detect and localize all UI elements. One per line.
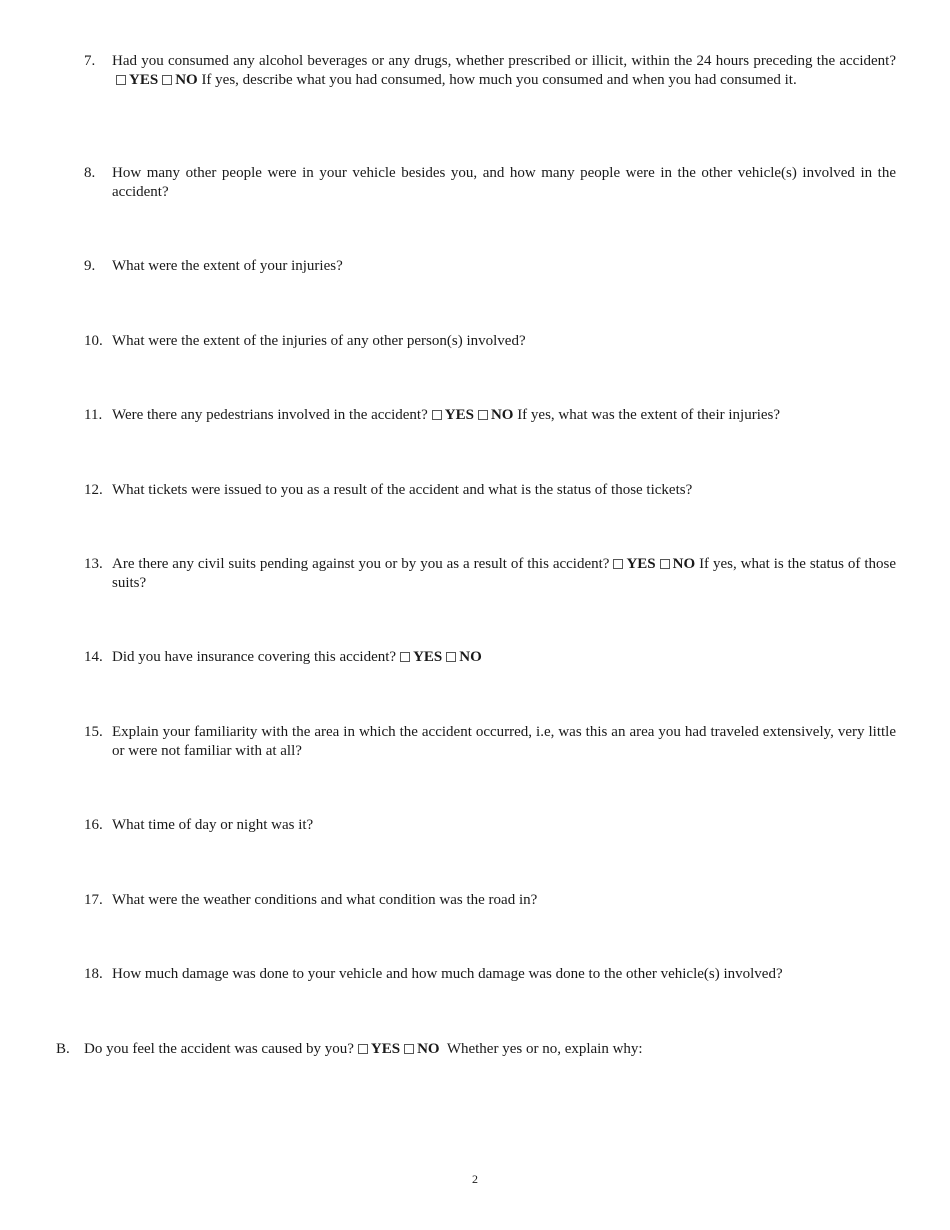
question-17	[84, 891, 896, 910]
section-letter: B.	[56, 1041, 70, 1057]
question-text: What were the extent of the injuries of any other person(s) involved?	[112, 333, 526, 349]
question-text: Explain your familiarity with the area in which the accident occurred, i.e, was this an area you had traveled extensively, very little or were not familiar with at all?	[112, 724, 896, 759]
question-text: What were the extent of your injuries?	[112, 258, 343, 274]
question-16	[84, 816, 896, 835]
question-10	[84, 332, 896, 351]
no-label: NO	[417, 1041, 440, 1057]
question-12	[84, 481, 896, 500]
question-13	[84, 555, 896, 593]
no-label: NO	[490, 407, 514, 423]
no-checkbox[interactable]	[162, 75, 172, 85]
question-18	[84, 965, 896, 984]
question-11	[84, 406, 896, 425]
yes-label: YES	[413, 649, 443, 665]
question-15	[84, 723, 896, 761]
question-number: 8.	[84, 165, 96, 181]
question-8	[84, 164, 896, 202]
yes-label: YES	[444, 407, 474, 423]
yes-label: YES	[129, 72, 159, 88]
question-text: What time of day or night was it?	[112, 817, 314, 833]
question-number: 7.	[84, 53, 96, 69]
yes-label: YES	[626, 556, 656, 572]
yes-checkbox[interactable]	[613, 559, 623, 569]
no-label: NO	[459, 649, 482, 665]
question-text: Did you have insurance covering this accident? YES NO	[112, 649, 482, 665]
yes-checkbox[interactable]	[400, 652, 410, 662]
section-b-text: Do you feel the accident was caused by you? YES NO Whether yes or no, explain why:	[84, 1041, 643, 1057]
question-number: 17.	[84, 892, 103, 908]
no-label: NO	[672, 556, 696, 572]
question-number: 13.	[84, 556, 103, 572]
question-number: 10.	[84, 333, 103, 349]
question-number: 12.	[84, 482, 103, 498]
page-number: 2	[472, 1172, 478, 1186]
question-number: 9.	[84, 258, 96, 274]
section-b	[56, 1040, 896, 1059]
yes-checkbox[interactable]	[358, 1044, 368, 1054]
no-checkbox[interactable]	[404, 1044, 414, 1054]
yes-checkbox[interactable]	[432, 410, 442, 420]
question-text: Were there any pedestrians involved in the accident? YES NO If yes, what was the extent of their injuries?	[112, 407, 781, 423]
question-number: 15.	[84, 724, 103, 740]
question-14	[84, 648, 896, 667]
question-number: 11.	[84, 407, 103, 423]
question-number: 14.	[84, 649, 103, 665]
question-number: 18.	[84, 966, 103, 982]
no-checkbox[interactable]	[446, 652, 456, 662]
yes-label: YES	[370, 1041, 401, 1057]
question-text: Are there any civil suits pending against you or by you as a result of this accident? YES NO If yes, what is the status of those suits?	[112, 556, 896, 591]
yes-checkbox[interactable]	[116, 75, 126, 85]
question-9	[84, 257, 896, 276]
no-label: NO	[175, 72, 198, 88]
question-7	[84, 52, 896, 90]
no-checkbox[interactable]	[660, 559, 670, 569]
question-text: What were the weather conditions and what condition was the road in?	[112, 892, 538, 908]
question-text: How many other people were in your vehicle besides you, and how many people were in the other vehicle(s) involved in the accident?	[112, 165, 896, 200]
question-text: How much damage was done to your vehicle and how much damage was done to the other vehicle(s) involved?	[112, 966, 783, 982]
question-text: What tickets were issued to you as a result of the accident and what is the status of those tickets?	[112, 482, 693, 498]
no-checkbox[interactable]	[478, 410, 488, 420]
question-text: Had you consumed any alcohol beverages or any drugs, whether prescribed or illicit, within the 24 hours preceding the accident?YES NO If yes, describe what you had consumed, how much you consumed and when you had consumed it.	[112, 53, 896, 88]
question-number: 16.	[84, 817, 103, 833]
